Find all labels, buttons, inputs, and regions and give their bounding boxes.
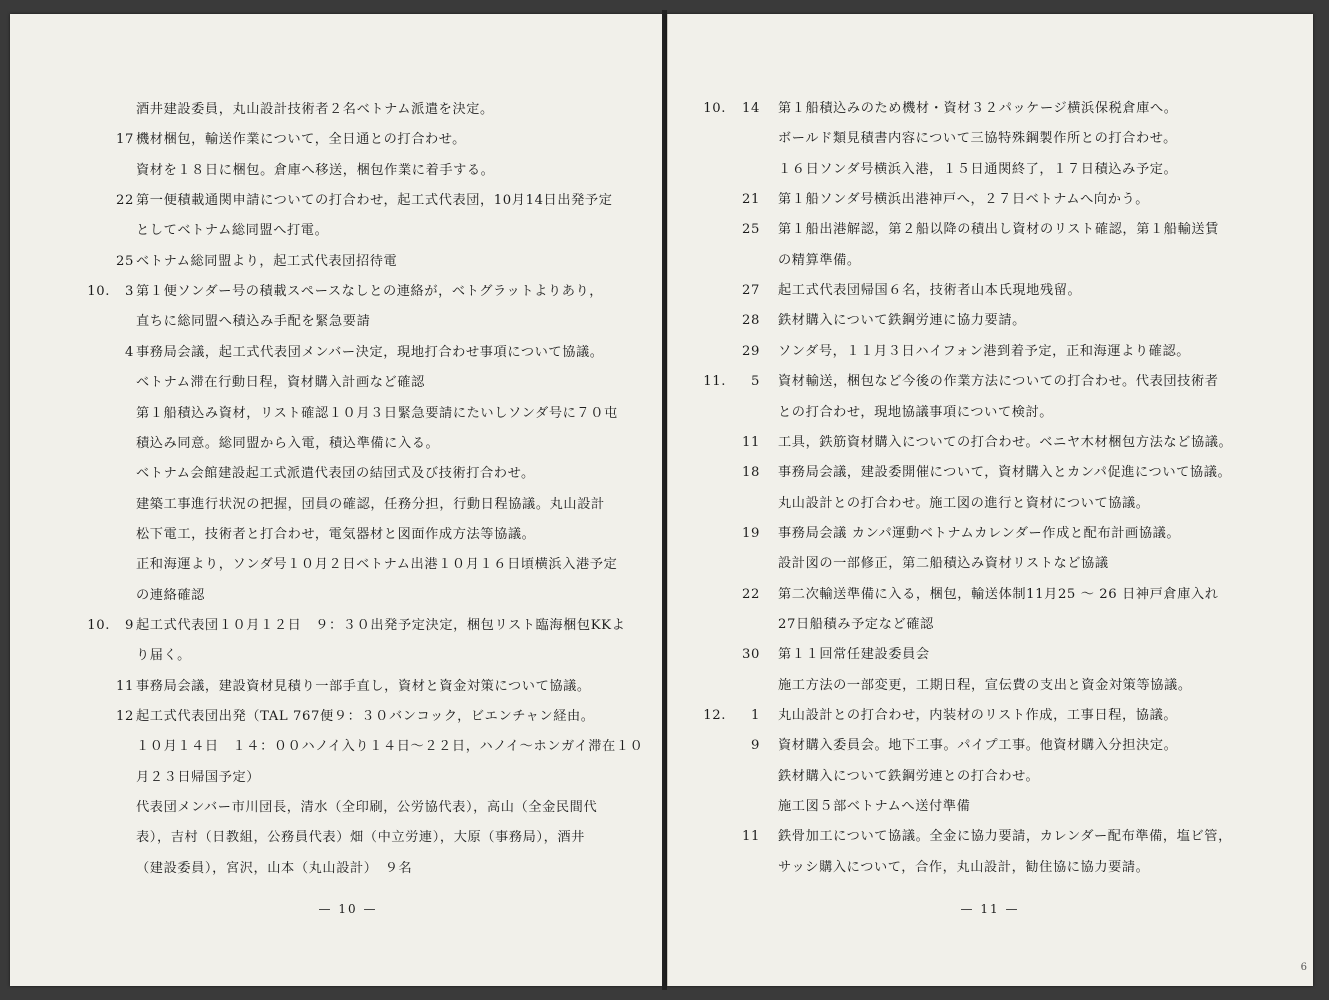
text-line <box>668 462 1313 484</box>
entry-text: 第１船積込みのため機材・資材３２パッケージ横浜保税倉庫へ。 <box>778 101 1178 116</box>
entry-text: 鉄骨加工について協議。全金に協力要請，カレンダー配布準備，塩ビ管， <box>778 829 1232 845</box>
entry-text: 鉄材購入について鉄鋼労連に協力要請。 <box>778 313 1026 329</box>
text-line <box>668 553 1313 575</box>
day-label: 19 <box>742 525 760 541</box>
entry-text: ボールド類見積書内容について三協特殊鋼製作所との打合わせ。 <box>778 131 1177 147</box>
entry-text: ベトナム総同盟より，起工式代表団招待電 <box>136 253 398 269</box>
entry-text: ベトナム滞在行動日程，資材購入計画など確認 <box>136 375 425 391</box>
entry-text: 施工方法の一部変更，工期日程，宣伝費の支出と資金対策等協議。 <box>778 677 1192 693</box>
text-line <box>10 585 662 607</box>
month-label: 10. <box>703 101 726 116</box>
text-line <box>668 98 1313 120</box>
day-label: 25 <box>116 253 134 269</box>
entry-text: 事務局会議，建設委開催について，資材購入とカンパ促進について協議。 <box>778 465 1232 481</box>
entry-text: 建築工事進行状況の把握，団員の確認，任務分担，行動日程協議。丸山設計 <box>136 496 605 512</box>
day-label: 29 <box>742 343 760 359</box>
entry-text: 第１便ソンダー号の積載スペースなしとの連絡が，ベトグラットよりあり， <box>136 284 604 300</box>
text-line <box>668 644 1313 666</box>
entry-text: 月２３日帰国予定） <box>136 769 261 785</box>
entry-text: 積込み同意。総同盟から入電，積込準備に入る。 <box>136 435 440 451</box>
text-line <box>668 219 1313 241</box>
text-line <box>10 99 662 121</box>
entry-text: 丸山設計との打合わせ。施工図の進行と資材について協議。 <box>778 495 1150 511</box>
month-label: 11. <box>703 374 726 390</box>
entry-text: 資材を１８日に梱包。倉庫へ移送，梱包作業に着手する。 <box>136 162 495 178</box>
day-label: 22 <box>742 586 760 602</box>
text-line <box>668 614 1313 636</box>
entry-text: 酒井建設委員，丸山設計技術者２名ベトナム派遣を決定。 <box>136 102 494 117</box>
text-line <box>668 826 1313 848</box>
right-page-text <box>668 14 1313 986</box>
text-line <box>668 766 1313 788</box>
day-label: 18 <box>742 465 760 481</box>
month-label: 10. <box>87 617 110 633</box>
text-line <box>10 827 662 849</box>
text-line <box>10 342 662 364</box>
corner-mark: 6 <box>1300 962 1307 973</box>
text-line <box>10 645 662 667</box>
text-line <box>10 524 662 546</box>
day-label: 4 <box>125 344 134 360</box>
entry-text: の連絡確認 <box>136 587 205 603</box>
entry-text: 27日船積み予定など確認 <box>778 616 934 632</box>
text-line <box>10 797 662 819</box>
day-label: 1 <box>751 708 760 723</box>
text-line <box>668 250 1313 272</box>
text-line <box>668 159 1313 181</box>
text-line <box>668 735 1313 757</box>
text-line <box>668 280 1313 302</box>
day-label: 30 <box>742 647 760 663</box>
text-line <box>10 372 662 394</box>
text-line <box>10 676 662 698</box>
day-label: 9 <box>125 617 134 633</box>
text-line <box>10 615 662 637</box>
entry-text: 資材購入委員会。地下工事。パイプ工事。他資材購入分担決定。 <box>778 738 1178 754</box>
entry-text: 機材梱包，輸送作業について，全日通との打合わせ。 <box>136 132 466 148</box>
entry-text: 第１船積込み資材，リスト確認１０月３日緊急要請にたいしソンダ号に７０屯 <box>136 405 618 421</box>
day-label: 9 <box>751 738 760 754</box>
day-label: 11 <box>742 434 760 450</box>
day-label: 21 <box>742 192 760 208</box>
day-label: 11 <box>742 829 760 845</box>
entry-text: 事務局会議，起工式代表団メンバー決定，現地打合わせ事項について協議。 <box>136 344 604 360</box>
text-line <box>668 857 1313 879</box>
text-line <box>10 190 662 212</box>
text-line <box>668 796 1313 818</box>
entry-text: 事務局会議，建設資材見積り一部手直し，資材と資金対策について協議。 <box>136 678 591 694</box>
month-label: 12. <box>703 708 726 723</box>
day-label: 3 <box>125 284 134 300</box>
text-line <box>10 129 662 151</box>
text-line <box>668 493 1313 515</box>
entry-text: 第１１回常任建設委員会 <box>778 647 930 663</box>
entry-text: 工具，鉄筋資材購入についての打合わせ。ベニヤ木材梱包方法など協議。 <box>778 434 1233 450</box>
entry-text: 起工式代表団１０月１２日 ９：３０出発予定決定，梱包リスト臨海梱包KKよ <box>136 617 626 633</box>
text-line <box>668 675 1313 697</box>
entry-text: り届く。 <box>136 648 191 664</box>
entry-text: の精算準備。 <box>778 252 861 268</box>
entry-text: 施工図５部ベトナムへ送付準備 <box>778 799 971 815</box>
text-line <box>668 310 1313 332</box>
text-line <box>10 160 662 182</box>
text-line <box>668 523 1313 545</box>
right-page-number: — 11 — <box>960 902 1020 916</box>
entry-text: （建設委員），宮沢，山本（丸山設計） ９名 <box>136 860 413 876</box>
entry-text: 代表団メンバー市川団長，清水（全印刷，公労協代表），高山（全金民間代 <box>136 800 598 816</box>
day-label: 22 <box>116 193 134 209</box>
text-line <box>668 432 1313 454</box>
entry-text: ソンダ号，１１月３日ハイフォン港到着予定，正和海運より確認。 <box>778 343 1191 359</box>
text-line <box>10 767 662 789</box>
entry-text: 丸山設計との打合わせ，内装材のリスト作成，工事日程，協議。 <box>778 708 1178 723</box>
entry-text: １０月１４日 １４：００ハノイ入り１４日～２２日，ハノイ～ホンガイ滞在１０ <box>136 739 644 755</box>
text-line <box>10 403 662 425</box>
entry-text: 第二次輸送準備に入る，梱包，輸送体制11月25 ～ 26 日神戸倉庫入れ <box>778 586 1219 602</box>
text-line <box>10 463 662 485</box>
text-line <box>668 705 1313 727</box>
entry-text: 正和海運より，ソンダ号１０月２日ベトナム出港１０月１６日頃横浜入港予定 <box>136 557 618 573</box>
entry-text: 第一便積載通関申請についての打合わせ，起工式代表団，10月14日出発予定 <box>136 193 613 209</box>
entry-text: 資材輸送，梱包など今後の作業方法についての打合わせ。代表団技術者 <box>778 374 1219 390</box>
entry-text: 起工式代表団帰国６名，技術者山本氏現地残留。 <box>778 283 1082 299</box>
entry-text: 設計図の一部修正，第二船積込み資材リストなど協議 <box>778 556 1109 572</box>
text-line <box>668 189 1313 211</box>
day-label: 5 <box>751 374 760 390</box>
day-label: 11 <box>116 678 134 694</box>
text-line <box>10 494 662 516</box>
text-line <box>10 251 662 273</box>
text-line <box>10 220 662 242</box>
entry-text: 第１船ソンダ号横浜出港神戸へ，２７日ベトナムへ向かう。 <box>778 192 1150 208</box>
text-line <box>10 706 662 728</box>
month-label: 10. <box>87 284 110 300</box>
entry-text: 鉄材購入について鉄鋼労連との打合わせ。 <box>778 768 1040 784</box>
day-label: 14 <box>742 101 760 116</box>
text-line <box>10 858 662 880</box>
text-line <box>668 371 1313 393</box>
text-line <box>668 402 1313 424</box>
day-label: 27 <box>742 283 760 299</box>
text-line <box>668 341 1313 363</box>
text-line <box>10 433 662 455</box>
entry-text: 直ちに総同盟へ積込み手配を緊急要請 <box>136 314 371 330</box>
day-label: 25 <box>742 222 760 238</box>
left-page <box>10 14 663 986</box>
entry-text: 第１船出港解認，第２船以降の積出し資材のリスト確認，第１船輸送賃 <box>778 222 1219 238</box>
text-line <box>668 584 1313 606</box>
day-label: 17 <box>116 132 134 148</box>
entry-text: ベトナム会館建設起工式派遣代表団の結団式及び技術打合わせ。 <box>136 466 535 482</box>
left-page-number: — 10 — <box>318 902 378 916</box>
text-line <box>668 128 1313 150</box>
entry-text: １６日ソンダ号横浜入港，１５日通関終了，１７日積込み予定。 <box>778 161 1178 177</box>
left-page-text <box>10 14 662 986</box>
entry-text: との打合わせ，現地協議事項について検討。 <box>778 404 1054 420</box>
entry-text: サッシ購入について，合作，丸山設計，勧住協に協力要請。 <box>778 859 1150 875</box>
day-label: 28 <box>742 313 760 329</box>
entry-text: としてベトナム総同盟へ打電。 <box>136 223 329 239</box>
text-line <box>10 736 662 758</box>
day-label: 12 <box>116 709 134 724</box>
right-page <box>667 14 1313 986</box>
text-line <box>10 281 662 303</box>
entry-text: 事務局会議 カンパ運動ベトナムカレンダー作成と配布計画協議。 <box>778 525 1181 541</box>
entry-text: 表），吉村（日教組，公務員代表）畑（中立労連），大原（事務局），酒井 <box>136 830 585 846</box>
entry-text: 起工式代表団出発（TAL 767便９：３０バンコック，ビエンチャン経由。 <box>136 709 595 724</box>
entry-text: 松下電工，技術者と打合わせ，電気器材と図面作成方法等協議。 <box>136 526 536 542</box>
text-line <box>10 554 662 576</box>
text-line <box>10 311 662 333</box>
